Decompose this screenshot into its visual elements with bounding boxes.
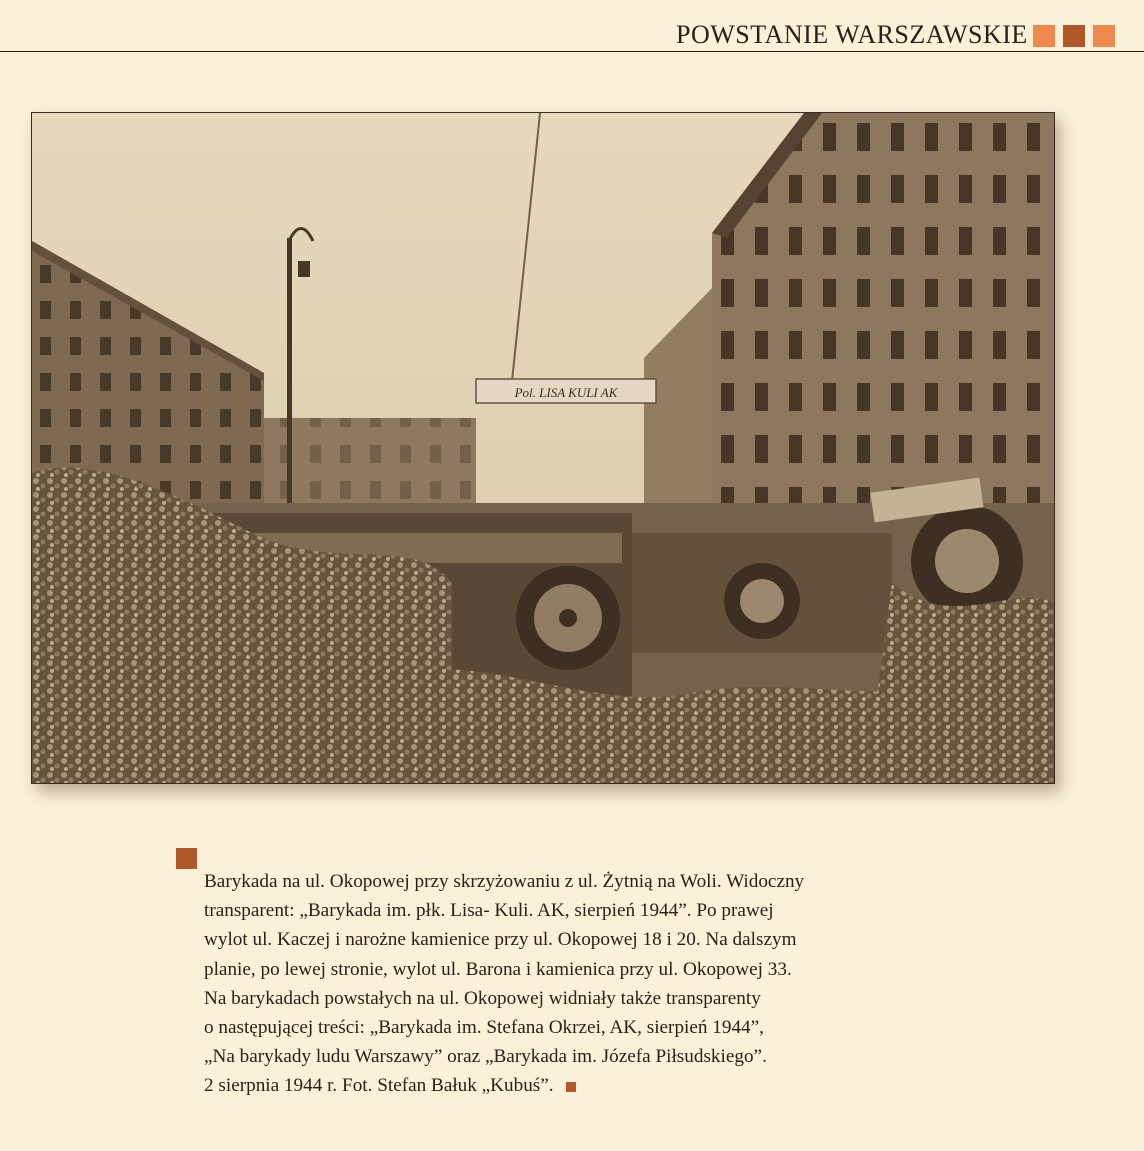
photo-caption — [204, 867, 924, 1101]
caption-line: transparent: „Barykada im. płk. Lisa- Kuli. AK, sierpień 1944”. Po prawej — [204, 900, 774, 922]
caption-line: Na barykadach powstałych na ul. Okopowej widniały także transparenty — [204, 987, 761, 1009]
caption-line: Barykada na ul. Okopowej przy skrzyżowaniu z ul. Żytnią na Woli. Widoczny — [204, 871, 805, 892]
header-decoration — [1033, 25, 1115, 47]
header-title: POWSTANIE WARSZAWSKIE — [676, 20, 1028, 49]
caption-line: „Na barykady ludu Warszawy” oraz „Barykada im. Józefa Piłsudskiego”. — [204, 1046, 767, 1068]
barricade-photo-illustration — [32, 113, 1054, 783]
barricade-photo — [31, 112, 1055, 784]
banner-text: Pol. LISA KULI AK — [514, 385, 618, 400]
header-square-1 — [1033, 25, 1055, 47]
caption-line-text: 2 sierpnia 1944 r. Fot. Stefan Bałuk „Kubuś”. — [204, 1075, 554, 1097]
caption-end-marker — [566, 1082, 576, 1092]
header-square-2 — [1063, 25, 1085, 47]
header-square-3 — [1093, 25, 1115, 47]
header-rule — [0, 51, 1144, 52]
caption-line: o następującej treści: „Barykada im. Stefana Okrzei, AK, sierpień 1944”, — [204, 1017, 764, 1039]
caption-line-last — [204, 1071, 924, 1100]
caption-line: wylot ul. Kaczej i narożne kamienice przy ul. Okopowej 18 i 20. Na dalszym — [204, 929, 797, 951]
caption-line: planie, po lewej stronie, wylot ul. Barona i kamienica przy ul. Okopowej 33. — [204, 958, 792, 980]
caption-marker — [176, 848, 197, 869]
